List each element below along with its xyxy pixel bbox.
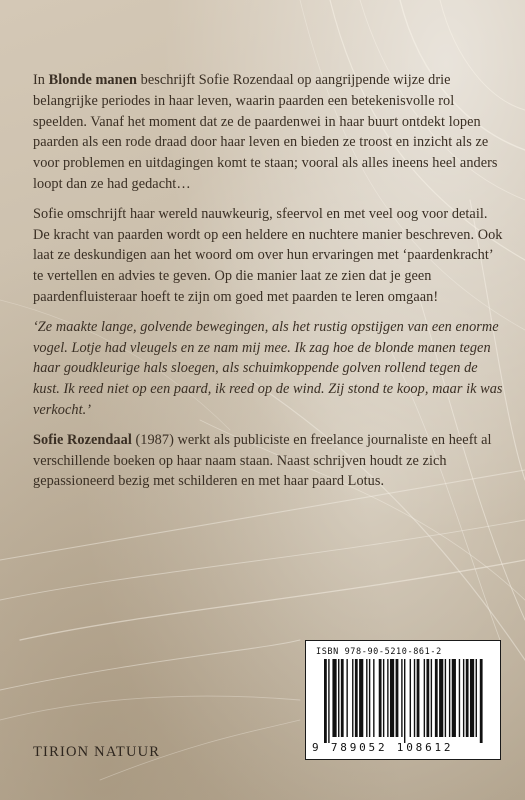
description-paragraph-2: Sofie omschrijft haar wereld nauwkeurig, sfeervol en met veel oog voor detail. De kracht van paarden wordt op een heldere en nuchtere manier beschreven. Ook laat ze deskundigen aan het woord om over hun ervaringen met ‘paardenkracht’ te vertellen en advies te geven. Op die manier laat ze zien dat je geen paardenfluisteraar hoeft te zijn om goed met paarden te leren omgaan! <box>33 205 503 305</box>
author-bio-text: (1987) werkt als publiciste en freelance journaliste en heeft al verschillende boeken op haar naam staan. Naast schrijven houdt ze zich gepassioneerd bezig met schilderen en met haar paard Lotus. <box>33 431 492 490</box>
barcode-bar <box>424 659 425 737</box>
barcode-bar <box>463 659 464 737</box>
barcode-bar <box>410 659 411 737</box>
barcode-bar <box>341 659 344 737</box>
barcode-bar <box>476 659 477 737</box>
barcode-bar <box>373 659 374 737</box>
barcode-bar <box>387 659 388 737</box>
author-bio <box>33 430 503 492</box>
barcode-bar <box>435 659 438 737</box>
barcode-bar <box>390 659 394 737</box>
description-body-1: beschrijft Sofie Rozendaal op aangrijpende wijze drie belangrijke periodes in haar leven, waarin paarden een betekenisvolle rol speelden. Vanaf het moment dat ze de paardenwei in haar buurt ontdekt lopen paarden als een rode draad door haar leven en bieden ze troost en inzicht als ze voor problemen en uitdagingen komt te staan; vooral als alles ineens heel anders loopt dan ze had gedacht… <box>33 72 498 192</box>
barcode-bar <box>396 659 399 737</box>
publisher-imprint: TIRION NATUUR <box>33 744 161 760</box>
barcode-bar <box>324 659 327 743</box>
barcode-bars <box>324 659 484 743</box>
barcode-bar <box>401 659 402 737</box>
author-name: Sofie Rozendaal <box>33 431 132 448</box>
barcode-bar <box>470 659 474 737</box>
barcode-bar <box>449 659 450 737</box>
barcode-bar <box>417 659 420 737</box>
intro-text: In <box>33 72 49 88</box>
description-paragraph-1 <box>33 70 503 195</box>
isbn-label: ISBN 978-90-5210-861-2 <box>316 647 442 657</box>
barcode-bar <box>414 659 415 737</box>
barcode-bar <box>359 659 363 737</box>
barcode-bar <box>459 659 460 737</box>
barcode-bar <box>352 659 353 737</box>
barcode-bar <box>346 659 347 737</box>
barcode-bar <box>466 659 469 737</box>
excerpt-quote: ‘Ze maakte lange, golvende bewegingen, als het rustig opstijgen van een enorme vogel. Lotje had vleugels en ze nam mij mee. Ik zag hoe de blonde manen tegen haar goudkleurige hals sloegen, als schuimkoppende golven rollend tegen de kust. Ik reed niet op een paard, ik reed op de wind. Zij stond te koop, maar ik was verkocht.’ <box>33 318 503 418</box>
isbn-barcode <box>305 640 501 760</box>
barcode-bar <box>480 659 483 743</box>
barcode-bar <box>452 659 456 737</box>
barcode-bar <box>379 659 382 737</box>
barcode-bar <box>445 659 446 737</box>
barcode-bar <box>355 659 358 737</box>
book-title: Blonde manen <box>48 72 138 88</box>
ean-digits: 9 789052 108612 <box>312 741 454 754</box>
barcode-bar <box>338 659 339 737</box>
description-text <box>33 70 503 501</box>
barcode-bar <box>404 659 405 743</box>
barcode-bar <box>439 659 443 737</box>
barcode-bar <box>332 659 336 737</box>
barcode-bar <box>366 659 367 737</box>
barcode-bar <box>369 659 370 737</box>
barcode-bar <box>431 659 432 737</box>
barcode-bar <box>426 659 429 737</box>
barcode-bar <box>383 659 384 737</box>
barcode-bar <box>328 659 329 743</box>
